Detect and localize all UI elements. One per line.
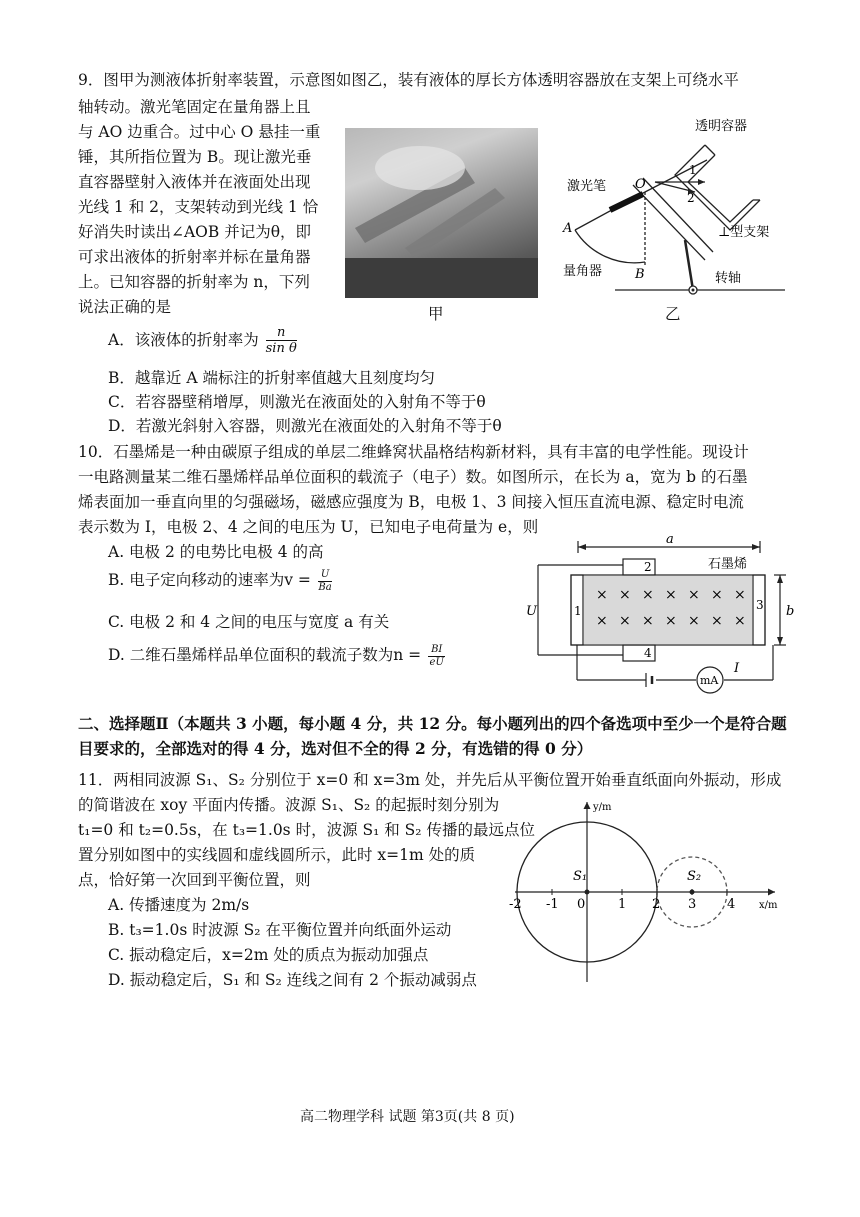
- field-cross: ×: [619, 613, 631, 629]
- field-cross: ×: [711, 587, 723, 603]
- q9-option-a-fraction: [266, 325, 297, 357]
- q9-stem-line4: 锤，其所指位置为 B。现让激光垂: [78, 148, 312, 166]
- q9-photo-jia: [345, 128, 538, 298]
- label-electrode-2: 2: [644, 560, 652, 574]
- q11-option-c: C. 振动稳定后，x=2m 处的质点为振动加强点: [108, 946, 429, 964]
- label-graphene: 石墨烯: [708, 557, 748, 572]
- field-cross: ×: [665, 613, 677, 629]
- label-S2: S₂: [687, 869, 702, 884]
- section2-title-line2: 目要求的，全部选对的得 4 分，选对但不全的得 2 分，有选错的得 0 分）: [78, 739, 593, 758]
- tick-label-4: 4: [727, 897, 736, 912]
- q9-option-c: C．若容器壁稍增厚，则激光在液面处的入射角不等于θ: [108, 393, 486, 411]
- q9-fig-jia-caption: 甲: [428, 305, 444, 323]
- q9-option-a-text: A．该液体的折射率为: [108, 331, 259, 349]
- field-cross: ×: [665, 587, 677, 603]
- q9-stem-line1: 9．图甲为测液体折射率装置，示意图如图乙，装有液体的厚长方体透明容器放在支架上可绕水平: [78, 71, 739, 89]
- q10-option-b-numerator: U: [318, 569, 332, 582]
- tick-label-2: 2: [652, 897, 661, 912]
- label-electrode-4: 4: [644, 646, 652, 660]
- q11-stem-line2: 的简谐波在 xoy 平面内传播。波源 S₁、S₂ 的起振时刻分别为: [78, 796, 500, 814]
- field-cross: ×: [619, 587, 631, 603]
- field-cross: ×: [642, 587, 654, 603]
- y-axis-label: y/m: [593, 802, 612, 813]
- q11-stem-line4: 置分别如图中的实线圆和虚线圆所示，此时 x=1m 处的质: [78, 846, 476, 864]
- q10-option-a: A. 电极 2 的电势比电极 4 的高: [108, 543, 324, 561]
- label-stand: ⊥型支架: [718, 225, 770, 240]
- label-electrode-3: 3: [756, 598, 764, 612]
- tick-label-1: 1: [618, 897, 627, 912]
- q9-stem-line3: 与 AO 边重合。过中心 O 悬挂一重: [78, 123, 321, 141]
- field-cross: ×: [688, 587, 700, 603]
- q11-stem-line1: 11．两相同波源 S₁、S₂ 分别位于 x=0 和 x=3m 处，并先后从平衡位置开始垂直纸面向外振动，形成: [78, 771, 782, 789]
- q10-option-d-numerator: BI: [428, 644, 445, 657]
- label-U: U: [526, 604, 537, 619]
- page-footer: 高二物理学科 试题 第3页(共 8 页): [300, 1109, 515, 1125]
- label-ray2: 2: [687, 191, 695, 205]
- q10-option-b-fraction: [318, 569, 332, 594]
- q9-option-a: [108, 325, 297, 357]
- q11-option-b: B. t₃=1.0s 时波源 S₂ 在平衡位置并向纸面外运动: [108, 921, 452, 939]
- q9-stem-line2: 轴转动。激光笔固定在量角器上且: [78, 98, 311, 116]
- field-cross: ×: [642, 613, 654, 629]
- q11-stem-line5: 点，恰好第一次回到平衡位置，则: [78, 871, 311, 889]
- tick-label-neg1: -1: [546, 897, 559, 912]
- label-ray1: 1: [689, 163, 697, 177]
- q9-stem-line10: 说法正确的是: [78, 298, 172, 316]
- q11-stem-line3: t₁=0 和 t₂=0.5s，在 t₃=1.0s 时，波源 S₁ 和 S₂ 传播的最远点位: [78, 821, 535, 839]
- q10-stem-line4: 表示数为 I，电极 2、4 之间的电压为 U，已知电子电荷量为 e，则: [78, 518, 539, 536]
- x-axis-label: x/m: [759, 900, 778, 911]
- q9-option-a-denominator: sin θ: [265, 341, 297, 356]
- q10-option-d: [108, 643, 445, 669]
- q9-option-b: B．越靠近 A 端标注的折射率值越大且刻度均匀: [108, 369, 435, 387]
- q9-option-a-numerator: n: [266, 325, 297, 341]
- label-axis: 转轴: [715, 271, 742, 286]
- q9-option-d: D．若激光斜射入容器，则激光在液面处的入射角不等于θ: [108, 417, 502, 435]
- label-O: O: [635, 177, 646, 192]
- label-electrode-1: 1: [574, 604, 582, 618]
- q10-option-d-denominator: eU: [429, 656, 444, 668]
- q10-option-c: C. 电极 2 和 4 之间的电压与宽度 a 有关: [108, 613, 390, 631]
- section2-title-line1: 二、选择题Ⅱ（本题共 3 小题，每小题 4 分，共 12 分。每小题列出的四个备选项中至少一个是符合题: [78, 714, 787, 733]
- q9-diagram-yi: [555, 110, 795, 310]
- label-B: B: [635, 267, 645, 282]
- q10-circuit-diagram: [518, 532, 795, 695]
- container-outer: [675, 145, 760, 230]
- q9-fig-yi-caption: 乙: [665, 305, 681, 323]
- q10-option-d-fraction: [428, 644, 445, 669]
- q9-photo-shapes: [345, 128, 538, 298]
- tick-label-3: 3: [688, 897, 697, 912]
- q10-option-b: [108, 568, 332, 594]
- tick-label-0: 0: [577, 897, 586, 912]
- q11-option-d: D. 振动稳定后，S₁ 和 S₂ 连线之间有 2 个振动减弱点: [108, 971, 477, 989]
- q9-stem-line9: 上。已知容器的折射率为 n，下列: [78, 273, 310, 291]
- label-protractor: 量角器: [563, 264, 603, 279]
- field-cross: ×: [734, 613, 746, 629]
- label-b: b: [786, 604, 795, 619]
- label-S1: S₁: [573, 869, 588, 884]
- q11-option-a: A. 传播速度为 2m/s: [108, 896, 250, 914]
- q10-option-b-denominator: Ba: [318, 581, 332, 593]
- label-A: A: [563, 221, 573, 236]
- label-laser: 激光笔: [567, 179, 607, 194]
- field-cross: ×: [711, 613, 723, 629]
- label-a: a: [666, 532, 674, 547]
- label-mA: mA: [700, 674, 719, 687]
- label-container: 透明容器: [695, 119, 748, 134]
- q11-wave-diagram: [505, 792, 790, 987]
- label-I: I: [734, 661, 740, 676]
- q10-option-d-text: D. 二维石墨烯样品单位面积的载流子数为n =: [108, 646, 422, 664]
- q9-stem-line5: 直容器壁射入液体并在液面处出现: [78, 173, 311, 191]
- q10-stem-line1: 10．石墨烯是一种由碳原子组成的单层二维蜂窝状晶格结构新材料，具有丰富的电学性能。现设计: [78, 443, 749, 461]
- field-cross: ×: [734, 587, 746, 603]
- q9-stem-line6: 光线 1 和 2，支架转动到光线 1 恰: [78, 198, 319, 216]
- field-cross: ×: [596, 587, 608, 603]
- q10-stem-line2: 一电路测量某二维石墨烯样品单位面积的载流子（电子）数。如图所示，在长为 a，宽为 b 的石墨: [78, 468, 748, 486]
- q9-stem-line8: 可求出液体的折射率并标在量角器: [78, 248, 311, 266]
- field-cross: ×: [596, 613, 608, 629]
- q10-option-b-text: B. 电子定向移动的速率为v =: [108, 571, 311, 589]
- q10-stem-line3: 烯表面加一垂直向里的匀强磁场，磁感应强度为 B，电极 1、3 间接入恒压直流电源、稳定时电流: [78, 493, 744, 511]
- tick-label-neg2: -2: [509, 897, 522, 912]
- field-cross: ×: [688, 613, 700, 629]
- q9-stem-line7: 好消失时读出∠AOB 并记为θ，即: [78, 223, 312, 241]
